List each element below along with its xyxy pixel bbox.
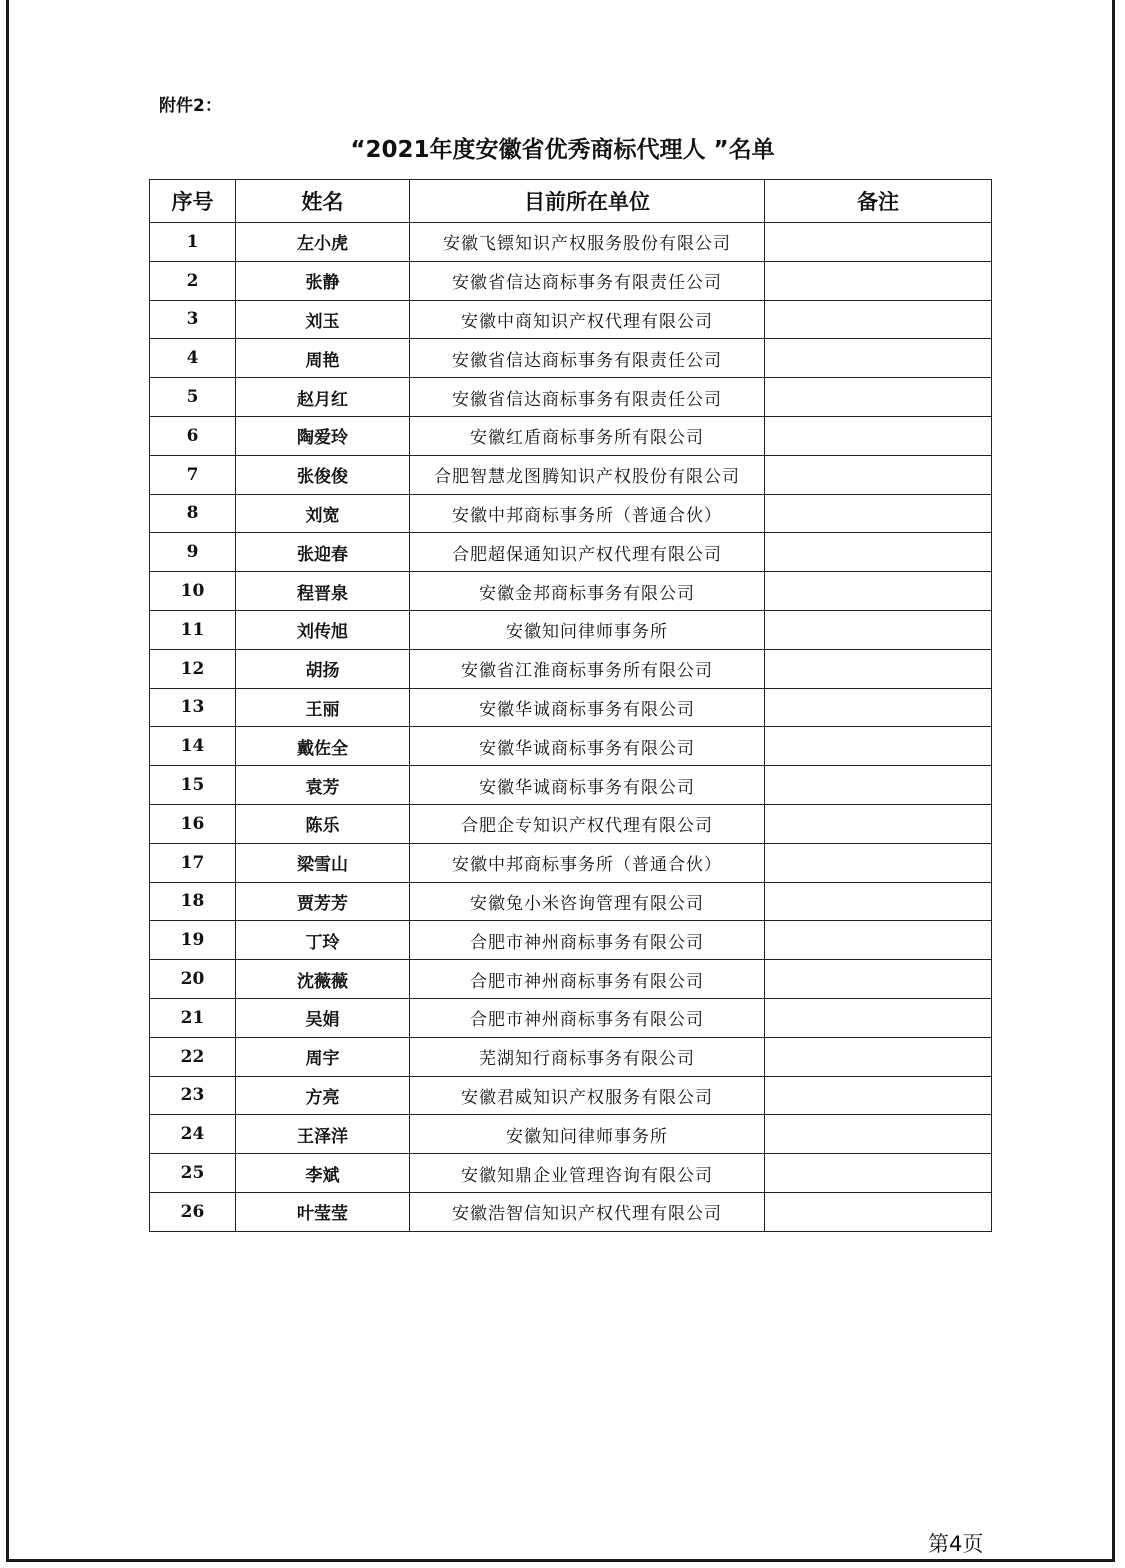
cell-name: 梁雪山	[236, 843, 410, 882]
cell-name: 张迎春	[236, 533, 410, 572]
cell-name: 左小虎	[236, 223, 410, 262]
cell-name: 李斌	[236, 1154, 410, 1193]
cell-remark	[765, 766, 992, 805]
table-row	[150, 339, 992, 378]
cell-unit: 安徽浩智信知识产权代理有限公司	[410, 1192, 765, 1231]
document-title: “2021年度安徽省优秀商标代理人 ”名单	[350, 137, 775, 163]
cell-name: 周宇	[236, 1037, 410, 1076]
cell-remark	[765, 1192, 992, 1231]
cell-unit: 安徽华诚商标事务有限公司	[410, 688, 765, 727]
cell-no: 10	[150, 572, 236, 611]
cell-remark	[765, 688, 992, 727]
cell-remark	[765, 378, 992, 417]
cell-remark	[765, 533, 992, 572]
cell-remark	[765, 804, 992, 843]
cell-name: 戴佐全	[236, 727, 410, 766]
cell-remark	[765, 300, 992, 339]
cell-name: 陶爱玲	[236, 416, 410, 455]
cell-unit: 安徽中邦商标事务所（普通合伙）	[410, 494, 765, 533]
cell-no: 16	[150, 804, 236, 843]
cell-no: 8	[150, 494, 236, 533]
cell-name: 程晋泉	[236, 572, 410, 611]
header-remark: 备注	[765, 180, 992, 223]
cell-no: 26	[150, 1192, 236, 1231]
cell-name: 周艳	[236, 339, 410, 378]
table-row	[150, 416, 992, 455]
cell-name: 贾芳芳	[236, 882, 410, 921]
table-row	[150, 455, 992, 494]
table-row	[150, 378, 992, 417]
cell-remark	[765, 727, 992, 766]
cell-unit: 安徽华诚商标事务有限公司	[410, 727, 765, 766]
cell-name: 刘宽	[236, 494, 410, 533]
cell-unit: 安徽兔小米咨询管理有限公司	[410, 882, 765, 921]
cell-unit: 安徽知问律师事务所	[410, 610, 765, 649]
cell-unit: 合肥超保通知识产权代理有限公司	[410, 533, 765, 572]
cell-remark	[765, 960, 992, 999]
table-row	[150, 649, 992, 688]
cell-unit: 安徽华诚商标事务有限公司	[410, 766, 765, 805]
table-header-row	[150, 180, 992, 223]
cell-no: 6	[150, 416, 236, 455]
table-row	[150, 610, 992, 649]
cell-unit: 合肥市神州商标事务有限公司	[410, 921, 765, 960]
table-row	[150, 960, 992, 999]
cell-no: 25	[150, 1154, 236, 1193]
cell-unit: 合肥企专知识产权代理有限公司	[410, 804, 765, 843]
cell-remark	[765, 339, 992, 378]
cell-no: 20	[150, 960, 236, 999]
header-name: 姓名	[236, 180, 410, 223]
table-row	[150, 1076, 992, 1115]
cell-no: 1	[150, 223, 236, 262]
table-row	[150, 843, 992, 882]
agent-list-table	[149, 179, 992, 1232]
cell-no: 2	[150, 261, 236, 300]
cell-unit: 合肥市神州商标事务有限公司	[410, 960, 765, 999]
cell-unit: 安徽红盾商标事务所有限公司	[410, 416, 765, 455]
cell-remark	[765, 843, 992, 882]
cell-name: 赵月红	[236, 378, 410, 417]
cell-unit: 安徽中邦商标事务所（普通合伙）	[410, 843, 765, 882]
cell-name: 方亮	[236, 1076, 410, 1115]
table-row	[150, 1037, 992, 1076]
cell-unit: 安徽飞镖知识产权服务股份有限公司	[410, 223, 765, 262]
attachment-label: 附件2：	[159, 96, 222, 116]
cell-no: 15	[150, 766, 236, 805]
cell-no: 9	[150, 533, 236, 572]
cell-remark	[765, 649, 992, 688]
cell-remark	[765, 1076, 992, 1115]
cell-unit: 安徽知鼎企业管理咨询有限公司	[410, 1154, 765, 1193]
cell-name: 沈薇薇	[236, 960, 410, 999]
cell-no: 5	[150, 378, 236, 417]
page-number: 第4页	[928, 1532, 984, 1556]
cell-remark	[765, 261, 992, 300]
cell-remark	[765, 921, 992, 960]
cell-name: 张俊俊	[236, 455, 410, 494]
cell-remark	[765, 416, 992, 455]
cell-name: 叶莹莹	[236, 1192, 410, 1231]
cell-remark	[765, 1037, 992, 1076]
cell-name: 王泽洋	[236, 1115, 410, 1154]
table-row	[150, 572, 992, 611]
cell-no: 18	[150, 882, 236, 921]
cell-no: 19	[150, 921, 236, 960]
cell-remark	[765, 572, 992, 611]
cell-unit: 合肥市神州商标事务有限公司	[410, 998, 765, 1037]
cell-name: 丁玲	[236, 921, 410, 960]
cell-no: 12	[150, 649, 236, 688]
cell-name: 张静	[236, 261, 410, 300]
cell-unit: 安徽省信达商标事务有限责任公司	[410, 261, 765, 300]
cell-unit: 安徽中商知识产权代理有限公司	[410, 300, 765, 339]
table-row	[150, 1192, 992, 1231]
cell-name: 王丽	[236, 688, 410, 727]
cell-no: 17	[150, 843, 236, 882]
table-row	[150, 261, 992, 300]
cell-unit: 安徽金邦商标事务有限公司	[410, 572, 765, 611]
table-row	[150, 727, 992, 766]
table-row	[150, 1154, 992, 1193]
cell-no: 22	[150, 1037, 236, 1076]
table-row	[150, 300, 992, 339]
cell-unit: 安徽省江淮商标事务所有限公司	[410, 649, 765, 688]
table-row	[150, 688, 992, 727]
cell-name: 刘玉	[236, 300, 410, 339]
table-row	[150, 1115, 992, 1154]
cell-remark	[765, 455, 992, 494]
cell-no: 7	[150, 455, 236, 494]
table-row	[150, 766, 992, 805]
header-unit: 目前所在单位	[410, 180, 765, 223]
table-row	[150, 494, 992, 533]
table-row	[150, 998, 992, 1037]
cell-unit: 芜湖知行商标事务有限公司	[410, 1037, 765, 1076]
cell-no: 4	[150, 339, 236, 378]
table-row	[150, 921, 992, 960]
cell-no: 21	[150, 998, 236, 1037]
cell-remark	[765, 1154, 992, 1193]
table-body	[150, 223, 992, 1232]
cell-unit: 安徽省信达商标事务有限责任公司	[410, 378, 765, 417]
cell-unit: 合肥智慧龙图腾知识产权股份有限公司	[410, 455, 765, 494]
cell-remark	[765, 882, 992, 921]
cell-remark	[765, 610, 992, 649]
cell-unit: 安徽君威知识产权服务有限公司	[410, 1076, 765, 1115]
cell-remark	[765, 223, 992, 262]
cell-remark	[765, 494, 992, 533]
cell-name: 胡扬	[236, 649, 410, 688]
cell-name: 刘传旭	[236, 610, 410, 649]
cell-name: 袁芳	[236, 766, 410, 805]
cell-no: 13	[150, 688, 236, 727]
table-row	[150, 882, 992, 921]
cell-no: 3	[150, 300, 236, 339]
table-row	[150, 223, 992, 262]
cell-no: 11	[150, 610, 236, 649]
cell-unit: 安徽知问律师事务所	[410, 1115, 765, 1154]
cell-no: 24	[150, 1115, 236, 1154]
table-row	[150, 533, 992, 572]
header-no: 序号	[150, 180, 236, 223]
cell-name: 陈乐	[236, 804, 410, 843]
cell-unit: 安徽省信达商标事务有限责任公司	[410, 339, 765, 378]
cell-name: 吴娟	[236, 998, 410, 1037]
cell-remark	[765, 998, 992, 1037]
table-row	[150, 804, 992, 843]
cell-no: 23	[150, 1076, 236, 1115]
cell-remark	[765, 1115, 992, 1154]
cell-no: 14	[150, 727, 236, 766]
